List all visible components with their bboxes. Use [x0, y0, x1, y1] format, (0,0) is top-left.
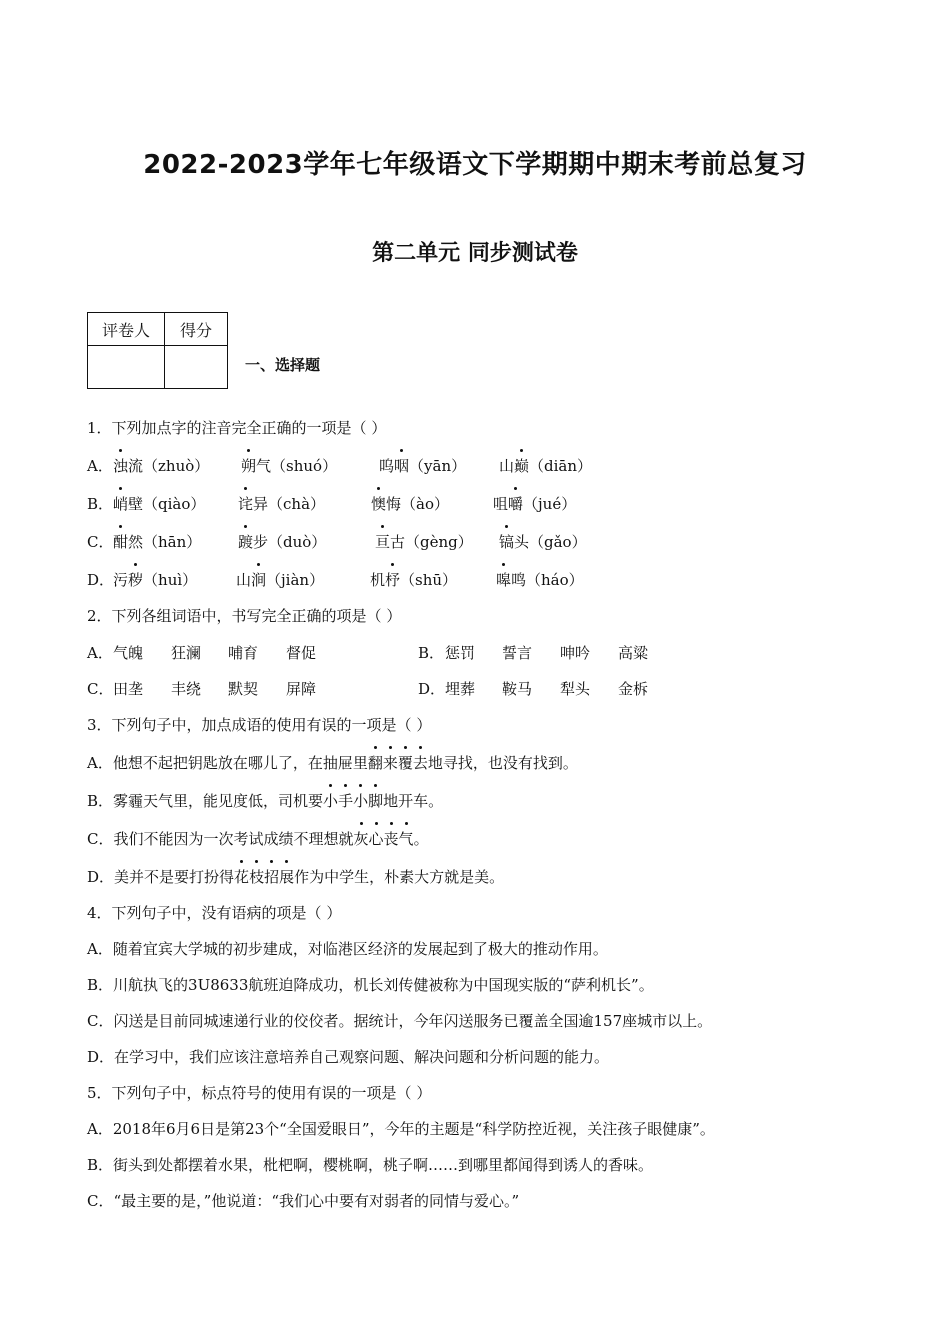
q4-option-b[interactable]: B．川航执飞的3U8633航班迫降成功，机长刘传健被称为中国现实版的“萨利机长”。	[87, 976, 654, 994]
document-subtitle: 第二单元 同步测试卷	[372, 241, 578, 266]
option-label: B．	[87, 495, 114, 513]
q1-a-item-4: 山巅（diān）	[499, 457, 593, 475]
q1-option-c[interactable]	[87, 532, 113, 552]
q2-b-word: 惩罚	[445, 644, 476, 662]
q2-a-word: 督促	[286, 644, 317, 662]
q1-c-item-3: 亘古（gèng）	[375, 533, 473, 551]
question-3-stem: 3．下列句子中，加点成语的使用有误的一项是（ ）	[87, 716, 432, 734]
dotted-idiom: 灰心丧气	[353, 830, 414, 848]
q1-a-item-2: 朔气（shuó）	[241, 457, 338, 475]
q2-d-word: 埋葬	[445, 680, 476, 698]
grader-cell[interactable]	[88, 346, 165, 389]
q2-b-word: 呻吟	[560, 644, 591, 662]
section-heading: 一、选择题	[245, 356, 321, 374]
q1-d-item-3: 机杼（shū）	[370, 571, 458, 589]
q3-option-b[interactable]: B．雾霾天气里，能见度低，司机要小手小脚地开车。	[87, 792, 444, 810]
q3-option-d[interactable]: D．美并不是要打扮得花枝招展作为中学生，朴素大方就是美。	[87, 868, 505, 886]
option-label: D．	[87, 571, 115, 589]
q1-d-item-1: 污秽（huì）	[113, 571, 198, 589]
q1-c-item-1: 酣然（hān）	[113, 533, 202, 551]
q2-option-a[interactable]: A．	[87, 644, 113, 662]
q5-option-a[interactable]: A．2018年6月6日是第23个“全国爱眼日”，今年的主题是“科学防控近视，关注孩子眼健康”。	[87, 1120, 715, 1138]
q1-a-item-3: 呜咽（yān）	[379, 457, 467, 475]
q1-option-a[interactable]	[87, 456, 113, 476]
q1-b-item-1: 峭壁（qiào）	[113, 495, 206, 513]
q1-d-item-4: 嗥鸣（háo）	[496, 571, 584, 589]
q2-a-word: 气魄	[113, 644, 144, 662]
q1-b-item-3: 懊悔（ào）	[371, 495, 449, 513]
q2-c-word: 屏障	[286, 680, 317, 698]
q2-option-b[interactable]: B．	[418, 644, 445, 662]
option-label: C．	[87, 533, 114, 551]
q1-c-item-4: 镐头（gǎo）	[499, 533, 587, 551]
score-cell[interactable]	[165, 346, 228, 389]
grader-header: 评卷人	[88, 313, 165, 346]
dotted-idiom: 翻来覆去	[367, 754, 428, 772]
q2-c-word: 田垄	[113, 680, 144, 698]
q1-option-b[interactable]	[87, 494, 113, 514]
question-2-stem: 2．下列各组词语中，书写完全正确的项是（ ）	[87, 607, 402, 625]
q2-d-word: 金柝	[618, 680, 649, 698]
q2-c-word: 丰绕	[171, 680, 202, 698]
question-5-stem: 5．下列句子中，标点符号的使用有误的一项是（ ）	[87, 1084, 432, 1102]
q2-a-word: 狂澜	[171, 644, 202, 662]
q2-c-word: 默契	[228, 680, 259, 698]
q3-option-c[interactable]: C．我们不能因为一次考试成绩不理想就灰心丧气。	[87, 830, 429, 848]
q3-option-a[interactable]: A．他想不起把钥匙放在哪儿了，在抽屉里翻来覆去地寻找，也没有找到。	[87, 754, 578, 772]
q1-option-d[interactable]	[87, 570, 114, 590]
q5-option-c[interactable]: C．“最主要的是，”他说道：“我们心中要有对弱者的同情与爱心。”	[87, 1192, 520, 1210]
q2-option-c[interactable]: C．	[87, 680, 114, 698]
document-title: 2022-2023学年七年级语文下学期期中期末考前总复习	[143, 150, 807, 180]
q2-a-word: 哺育	[228, 644, 259, 662]
q2-b-word: 誓言	[502, 644, 533, 662]
q2-option-d[interactable]: D．	[418, 680, 446, 698]
q4-option-d[interactable]: D．在学习中，我们应该注意培养自己观察问题、解决问题和分析问题的能力。	[87, 1048, 610, 1066]
q5-option-b[interactable]: B．街头到处都摆着水果，枇杷啊，樱桃啊，桃子啊……到哪里都闻得到诱人的香味。	[87, 1156, 654, 1174]
q4-option-a[interactable]: A．随着宜宾大学城的初步建成，对临港区经济的发展起到了极大的推动作用。	[87, 940, 608, 958]
q2-d-word: 犁头	[560, 680, 591, 698]
q1-a-item-1: 浊流（zhuò）	[113, 457, 210, 475]
q2-b-word: 高粱	[618, 644, 649, 662]
q4-option-c[interactable]: C．闪送是目前同城速递行业的佼佼者。据统计，今年闪送服务已覆盖全国逾157座城市以上。	[87, 1012, 713, 1030]
q1-d-item-2: 山涧（jiàn）	[236, 571, 325, 589]
q2-d-word: 鞍马	[502, 680, 533, 698]
score-header: 得分	[165, 313, 228, 346]
dotted-idiom: 花枝招展	[234, 868, 295, 886]
q1-c-item-2: 踱步（duò）	[238, 533, 327, 551]
dotted-idiom: 小手小脚	[323, 792, 384, 810]
option-label: A．	[87, 457, 113, 475]
q1-b-item-2: 诧异（chà）	[238, 495, 326, 513]
question-1-stem: 1．下列加点字的注音完全正确的一项是（ ）	[87, 419, 387, 437]
score-table	[87, 312, 228, 389]
question-4-stem: 4．下列句子中，没有语病的项是（ ）	[87, 904, 342, 922]
q1-b-item-4: 咀嚼（jué）	[493, 495, 577, 513]
